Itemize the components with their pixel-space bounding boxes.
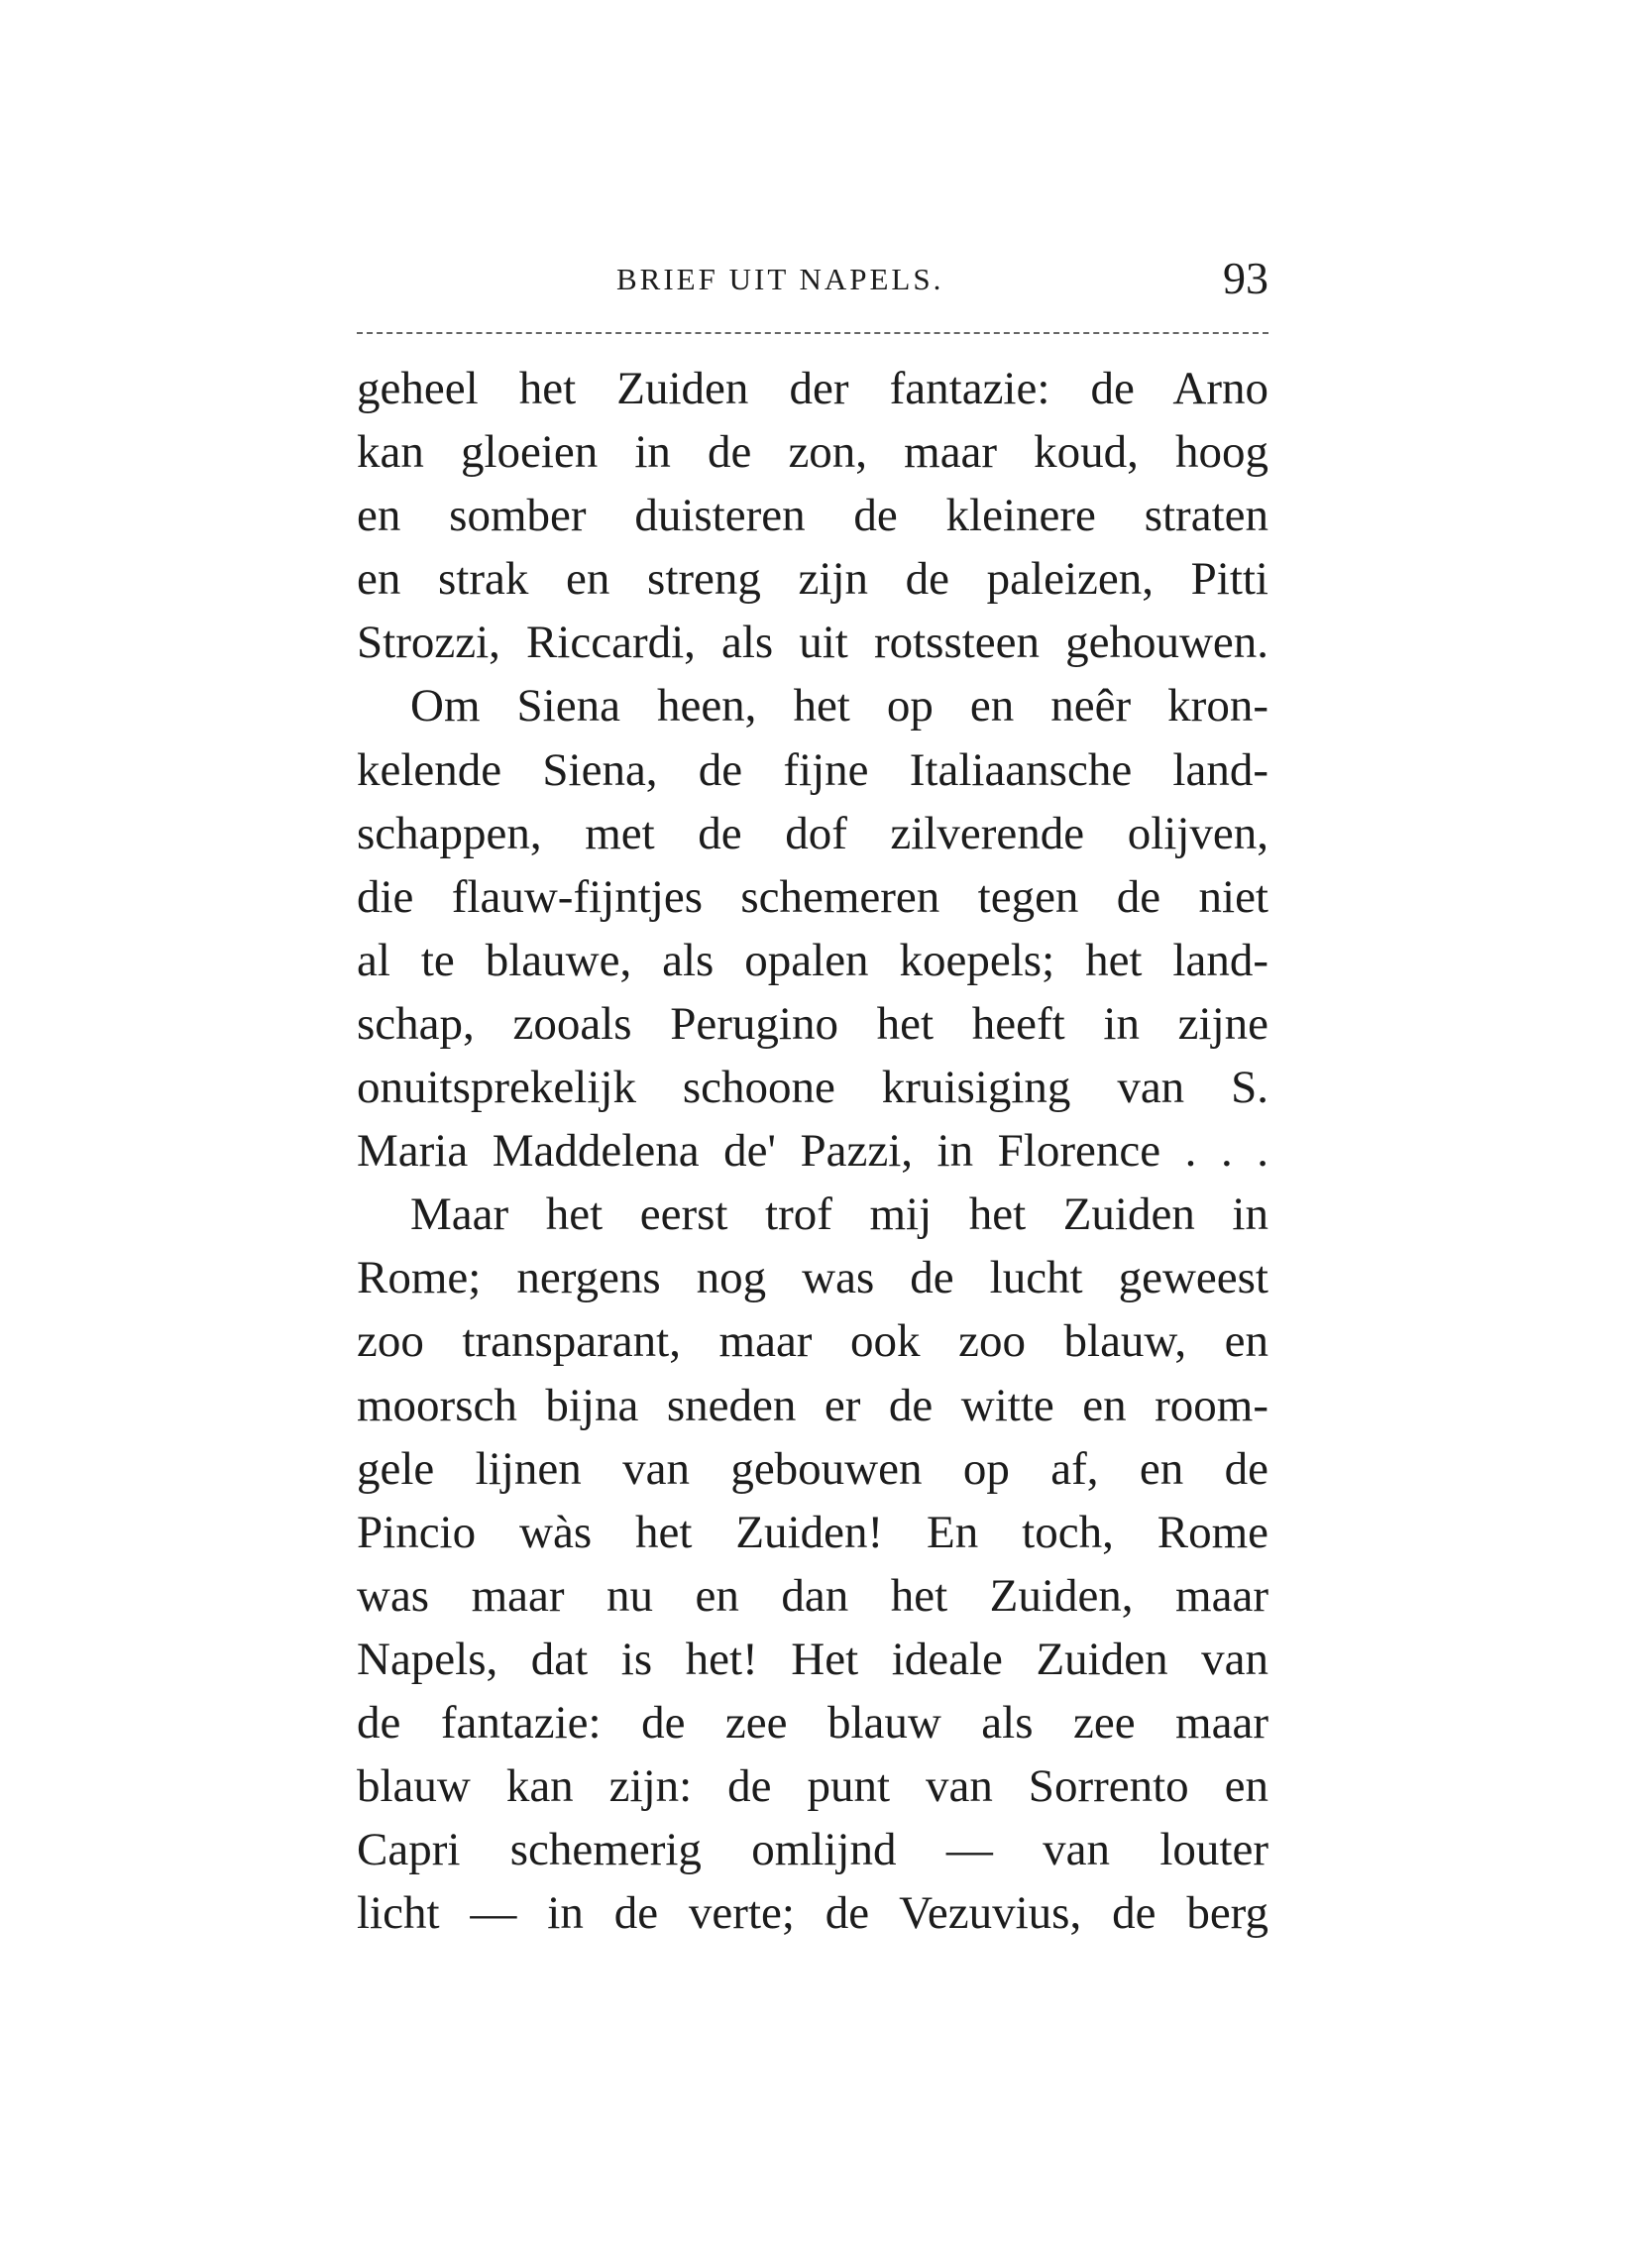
text-line: schappen, met de dof zilverende olijven, <box>357 807 1268 859</box>
text-line: licht — in de verte; de Vezuvius, de berg <box>357 1887 1268 1940</box>
text-line: de fantazie: de zee blauw als zee maar <box>357 1696 1268 1749</box>
text-line: onuitsprekelijk schoone kruisiging van S. <box>357 1062 1268 1114</box>
text-line: kelende Siena, de fijne Italiaansche land- <box>357 743 1268 796</box>
text-line: kan gloeien in de zon, maar koud, hoog <box>357 426 1268 479</box>
text-line: Rome; nergens nog was de lucht geweest <box>357 1252 1268 1304</box>
text-line: geheel het Zuiden der fantazie: de Arno <box>357 363 1268 414</box>
text-line: Strozzi, Riccardi, als uit rotssteen gehouwen. <box>357 617 1268 669</box>
text-line: Maria Maddelena de' Pazzi, in Florence . . . <box>357 1125 1268 1178</box>
text-line: Capri schemerig omlijnd — van louter <box>357 1824 1268 1876</box>
text-line: en somber duisteren de kleinere straten <box>357 490 1268 542</box>
text-line: zoo transparant, maar ook zoo blauw, en <box>357 1315 1268 1368</box>
body-text <box>357 357 1268 1945</box>
paragraph-first-line: Om Siena heen, het op en neêr kron- <box>410 680 1268 733</box>
text-line: Napels, dat is het! Het ideale Zuiden van <box>357 1633 1268 1685</box>
text-line: die flauw-fijntjes schemeren tegen de niet <box>357 870 1268 923</box>
header-rule <box>357 332 1268 334</box>
text-line: al te blauwe, als opalen koepels; het land- <box>357 934 1268 986</box>
text-line: blauw kan zijn: de punt van Sorrento en <box>357 1760 1268 1813</box>
paragraph-first-line: Maar het eerst trof mij het Zuiden in <box>410 1188 1268 1241</box>
text-line: gele lijnen van gebouwen op af, en de <box>357 1442 1268 1495</box>
text-line: schap, zooals Perugino het heeft in zijne <box>357 997 1268 1050</box>
page-number: 93 <box>1223 253 1268 303</box>
text-line: was maar nu en dan het Zuiden, maar <box>357 1569 1268 1622</box>
page-header <box>357 253 1268 315</box>
text-line: moorsch bijna sneden er de witte en room- <box>357 1379 1268 1431</box>
text-line: Pincio wàs het Zuiden! En toch, Rome <box>357 1506 1268 1558</box>
text-line: en strak en streng zijn de paleizen, Pitti <box>357 553 1268 606</box>
running-title: BRIEF UIT NAPELS. <box>616 262 944 296</box>
